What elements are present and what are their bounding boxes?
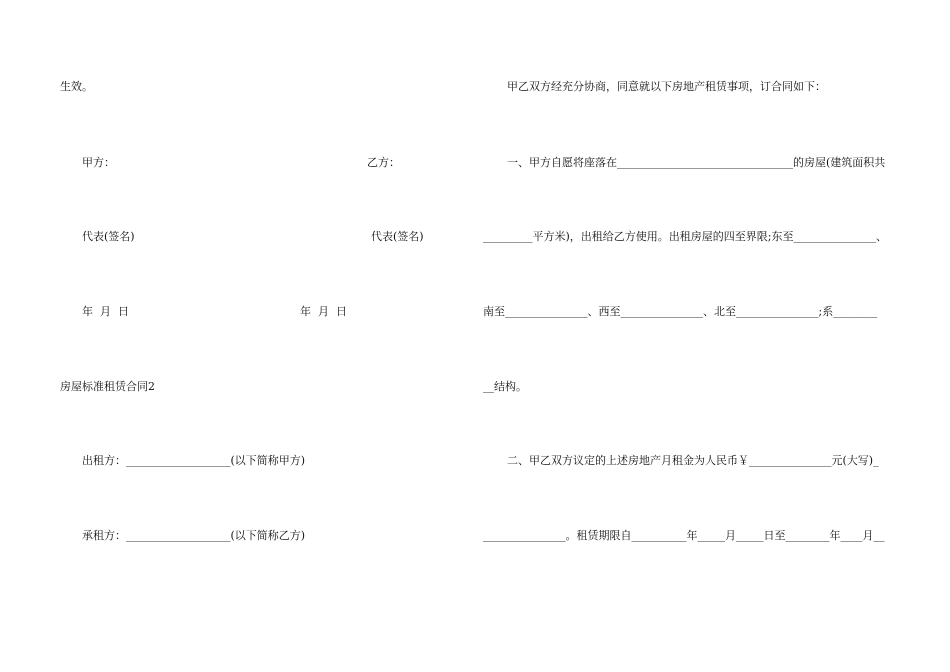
clause-1-line-2: _________平方米)，出租给乙方使用。出租房屋的四至界限;东至_______________、: [483, 230, 887, 243]
representative-a-signature: 代表(签名): [82, 230, 135, 243]
party-a-label: 甲方：: [82, 156, 115, 169]
representative-b-signature: 代表(签名): [371, 230, 424, 243]
lessor-line: 出租方：___________________(以下简称甲方): [82, 454, 306, 467]
clause-2-line-2: _______________。租赁期限自__________年_____月_____日至________年____月__: [483, 529, 885, 542]
intro-paragraph: 甲乙双方经充分协商，同意就以下房地产租赁事项，订合同如下：: [507, 80, 826, 93]
lessee-line: 承租方：___________________(以下简称乙方): [82, 529, 306, 542]
party-b-label: 乙方：: [367, 156, 400, 169]
clause-2-line-1: 二、甲乙双方议定的上述房地产月租金为人民币￥_______________元(大写)_: [507, 454, 879, 467]
date-b: 年 月 日: [300, 305, 347, 318]
date-a: 年 月 日: [82, 305, 129, 318]
clause-1-line-1: 一、甲方自愿将座落在________________________________的房屋(建筑面积共: [507, 156, 886, 169]
clause-1-line-3: 南至_______________、西至_______________、北至_______________;系________: [483, 305, 878, 318]
effective-text: 生效。: [60, 80, 93, 93]
clause-1-line-4: __结构。: [483, 380, 527, 393]
contract-title: 房屋标准租赁合同2: [60, 380, 155, 393]
